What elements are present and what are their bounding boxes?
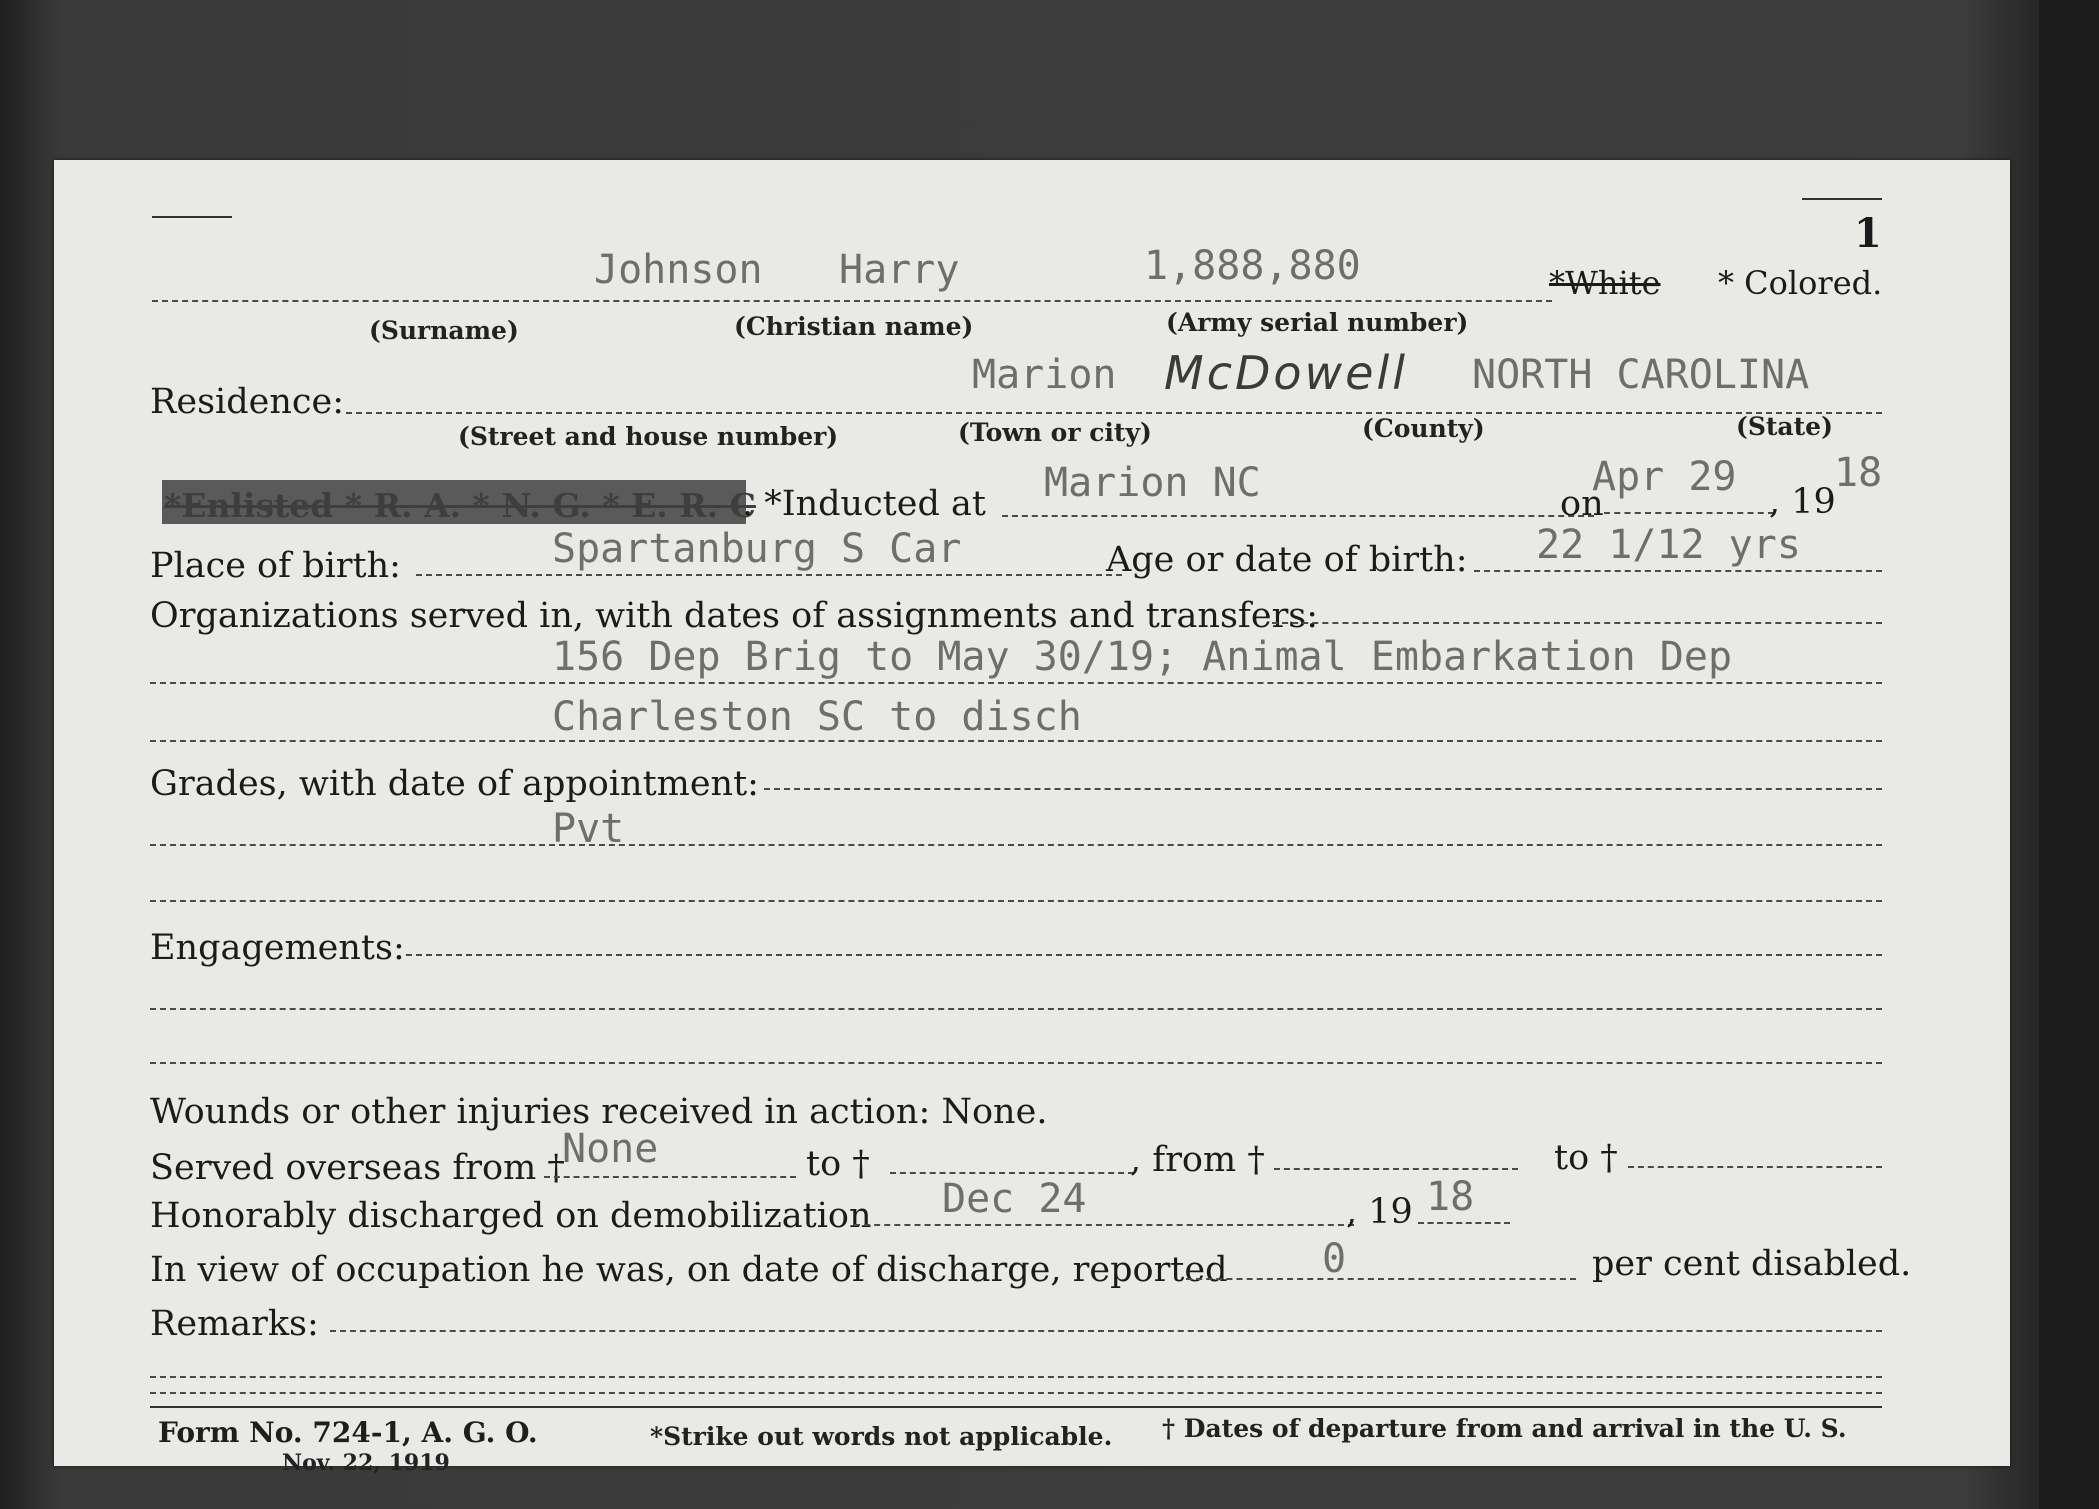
top-right-rule	[1802, 198, 1882, 200]
induction-year-value: 18	[1834, 450, 1883, 496]
residence-label: Residence:	[150, 382, 344, 422]
remarks-line-1	[150, 1376, 1882, 1378]
engagements-line-2	[150, 1062, 1882, 1064]
organizations-line2: Charleston SC to disch	[552, 694, 1082, 740]
age-line	[1474, 570, 1882, 572]
strike-note: *Strike out words not applicable.	[650, 1422, 1113, 1451]
top-left-rule	[152, 216, 232, 218]
state-value: NORTH CAROLINA	[1472, 352, 1810, 398]
white-option: *White	[1549, 264, 1661, 302]
place-of-birth-value: Spartanburg S Car	[552, 526, 962, 572]
overseas-label: Served overseas from †	[150, 1148, 565, 1188]
organizations-line1: 156 Dep Brig to May 30/19; Animal Embarkation Dep	[552, 634, 1733, 680]
dates-note: † Dates of departure from and arrival in the U. S.	[1162, 1414, 1847, 1443]
disability-suffix: per cent disabled.	[1592, 1244, 1912, 1284]
state-caption: (State)	[1736, 412, 1833, 441]
wounds-label: Wounds or other injuries received in action: None.	[150, 1092, 1048, 1132]
discharge-date-value: Dec 24	[942, 1176, 1087, 1222]
county-caption: (County)	[1362, 414, 1485, 443]
overseas-to2-label: to †	[1554, 1138, 1618, 1178]
overseas-from-line	[544, 1176, 796, 1178]
scan-edge	[2039, 0, 2099, 1509]
organizations-line-1	[150, 682, 1882, 684]
induction-place-line	[1002, 515, 1594, 517]
inducted-label: . *Inducted at	[742, 484, 986, 524]
remarks-label: Remarks:	[150, 1304, 319, 1344]
grades-value: Pvt	[552, 806, 625, 852]
place-of-birth-line	[416, 574, 1122, 576]
induction-place-value: Marion NC	[1044, 460, 1261, 506]
grades-line-1	[150, 844, 1882, 846]
remarks-line-2	[150, 1392, 1882, 1394]
age-label: Age or date of birth:	[1106, 540, 1468, 580]
form-number: Form No. 724-1, A. G. O.	[158, 1416, 538, 1449]
overseas-from2-label: , from †	[1130, 1140, 1265, 1180]
remarks-line-0	[330, 1330, 1882, 1332]
overseas-to-line	[890, 1172, 1134, 1174]
street-caption: (Street and house number)	[458, 422, 839, 451]
disability-label: In view of occupation he was, on date of discharge, reported	[150, 1250, 1228, 1290]
grades-line-2	[150, 900, 1882, 902]
discharge-label: Honorably discharged on demobilization	[150, 1196, 872, 1236]
service-record-card	[54, 160, 2010, 1476]
county-value: McDowell	[1164, 346, 1409, 400]
page-number: 1	[1854, 210, 1882, 257]
overseas-to2-line	[1628, 1166, 1882, 1168]
engagements-label: Engagements:	[150, 928, 405, 968]
serial-number-caption: (Army serial number)	[1166, 308, 1469, 337]
discharge-year-value: 18	[1426, 1174, 1475, 1220]
surname-caption: (Surname)	[369, 316, 519, 345]
organizations-label: Organizations served in, with dates of assignments and transfers:	[150, 596, 1319, 636]
induction-date-value: Apr 29	[1592, 454, 1737, 500]
on-label: on	[1560, 484, 1604, 524]
discharge-year-line	[1418, 1222, 1510, 1224]
surname-value: Johnson	[594, 247, 763, 293]
place-of-birth-label: Place of birth:	[150, 546, 401, 586]
engagements-line-1	[150, 1008, 1882, 1010]
induction-year-prefix: , 19	[1769, 482, 1836, 522]
grades-line-0	[764, 788, 1882, 790]
christian-name-caption: (Christian name)	[734, 312, 974, 341]
induction-date-line	[1604, 512, 1774, 514]
residence-line	[346, 412, 1882, 414]
form-date: Nov. 22, 1919	[282, 1450, 450, 1476]
discharge-year-prefix: , 19	[1346, 1192, 1413, 1232]
name-line	[152, 300, 1552, 302]
footer-rule	[150, 1406, 1882, 1408]
enlisted-options: *Enlisted * R. A. * N. G. * E. R. C	[164, 486, 756, 525]
overseas-to-label: to †	[806, 1144, 870, 1184]
colored-option: * Colored.	[1718, 264, 1883, 302]
engagements-line-0	[406, 954, 1882, 956]
organizations-line-0	[1272, 622, 1882, 624]
grades-label: Grades, with date of appointment:	[150, 764, 759, 804]
organizations-line-2	[150, 740, 1882, 742]
discharge-date-line	[854, 1224, 1354, 1226]
town-value: Marion	[972, 352, 1117, 398]
overseas-from-value: None	[562, 1126, 659, 1172]
town-caption: (Town or city)	[958, 418, 1152, 447]
disability-line	[1186, 1278, 1576, 1280]
christian-name-value: Harry	[839, 247, 960, 293]
age-value: 22 1/12 yrs	[1536, 522, 1801, 568]
overseas-from2-line	[1274, 1168, 1518, 1170]
disability-value: 0	[1322, 1236, 1347, 1282]
serial-number-value: 1,888,880	[1144, 243, 1361, 289]
